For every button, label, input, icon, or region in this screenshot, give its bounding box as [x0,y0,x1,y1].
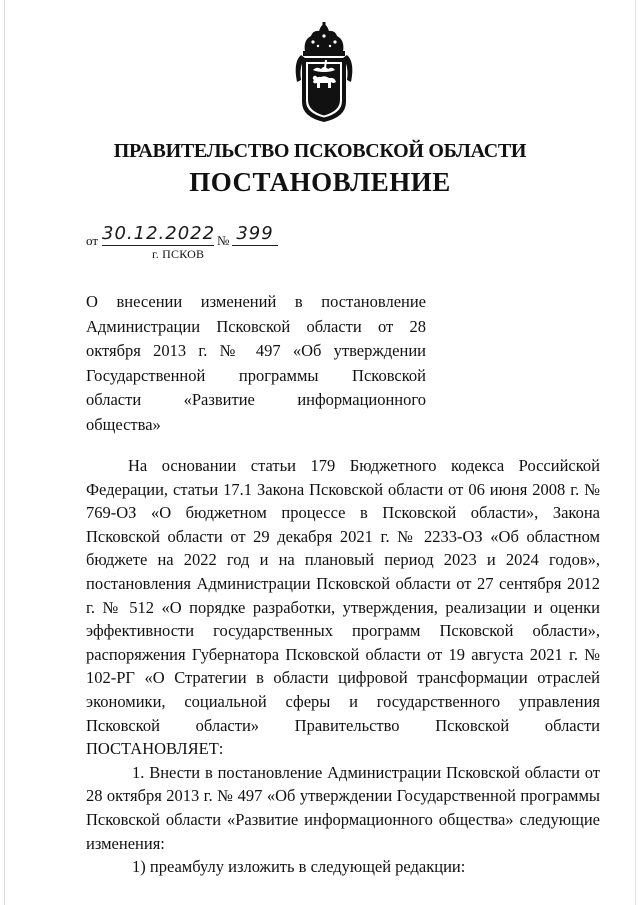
handwritten-date: 30.12.2022 [102,223,216,244]
preamble-paragraph: На основании статьи 179 Бюджетного кодекса Российской Федерации, статьи 17.1 Закона Псковской области от 06 июня 2008 г. № 769-ОЗ «О бюджетном процессе в Псковской области», Закона Псковской области от 29 декабря 2021 г. № 2233-ОЗ «Об областном бюджете на 2022 год и на плановый период 2023 и 2024 годов», постановления Администрации Псковской области от 27 сентября 2012 г. № 512 «О порядке разработки, утверждения, реализации и оценки эффективности государственных программ Псковской области», распоряжения Губернатора Псковской области от 19 августа 2021 г. № 102-РГ «О Стратегии в области цифровой трансформации отраслей экономики, социальной сферы и государственного управления Псковской области» Правительство Псковской области ПОСТАНОВЛЯЕТ: [86,456,600,759]
item-1-paragraph: 1. Внести в постановление Администрации Псковской области от 28 октября 2013 г. № 497 «Об утверждении Государственной программы Псковской области «Развитие информационного общества» следующие изменения: [86,762,600,853]
document-dateline [86,223,306,247]
government-name: ПРАВИТЕЛЬСТВО ПСКОВСКОЙ ОБЛАСТИ [113,140,527,162]
city-label: г. ПСКОВ [152,247,205,261]
pskov-coat-of-arms-icon [291,22,357,124]
page-left-edge [4,0,5,905]
document-type-title: ПОСТАНОВЛЕНИЕ [189,167,451,197]
decree-subject: О внесении изменений в постановление Администрации Псковской области от 28 октября 2013 г. № 497 «Об утверждении Государственной программы Псковской области «Развитие информационного общества» [86,292,426,434]
handwritten-number: 399 [232,223,278,246]
date-from-label: от [86,233,99,248]
page-right-edge [635,0,636,905]
decree-body [86,454,600,879]
number-label: № [217,233,230,248]
item-1-subitem-1-paragraph: 1) преамбулу изложить в следующей редакции: [132,857,466,877]
